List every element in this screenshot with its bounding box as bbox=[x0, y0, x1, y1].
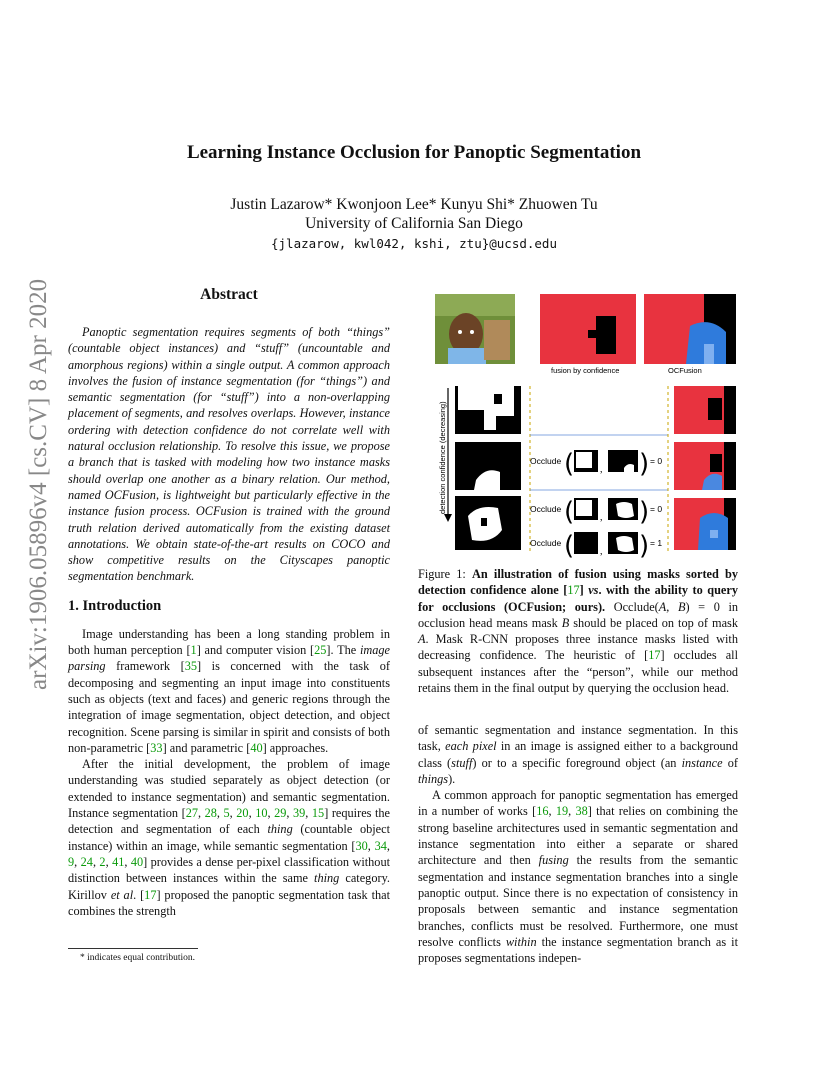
citation-link[interactable]: 5 bbox=[223, 806, 230, 821]
footnote: * indicates equal contribution. bbox=[80, 953, 196, 963]
mask-3 bbox=[455, 496, 521, 550]
right-paragraph-1: of semantic segmentation and instance segmentation. In this task, each pixel in an image is assigned either to a background class (stuff) or to a specific foreground object (an instance of things). bbox=[418, 723, 738, 786]
footnote-rule bbox=[68, 948, 198, 949]
arxiv-id: arXiv:1906.05896v4 [cs.CV] 8 Apr 2020 bbox=[25, 278, 52, 690]
citation-link[interactable]: 10 bbox=[255, 806, 268, 821]
axis-label: detection confidence (decreasing) bbox=[438, 401, 447, 514]
occlude-query-2 bbox=[530, 497, 662, 527]
citation-link[interactable]: 39 bbox=[293, 806, 306, 821]
citation-link[interactable]: 9 bbox=[68, 854, 75, 869]
citation-link[interactable]: 1 bbox=[190, 643, 197, 658]
email-line: {jlazarow, kwl042, kshi, ztu}@ucsd.edu bbox=[271, 236, 557, 251]
svg-text:(: ( bbox=[564, 531, 575, 560]
citation-link[interactable]: 34 bbox=[374, 838, 387, 853]
svg-text:,: , bbox=[600, 464, 603, 475]
occlude-word-3: Occlude bbox=[530, 538, 562, 548]
citation-link[interactable]: 33 bbox=[150, 740, 163, 755]
svg-text:): ) bbox=[639, 497, 650, 527]
fusion-by-confidence-result bbox=[540, 294, 636, 364]
right-paragraph-2: A common approach for panoptic segmentation has emerged in a number of works [16, 19, 38] that relies on combining the strong baseline architectures used in semantic segmentation and instance segmentation into either a separate or shared architecture and then fusing the results from the semantic segmentation and instance segmentation branches into a single panoptic output. Since there is no expectation of consistency in proposals between semantic and instance segmentation branches, conflicts must be resolved. Furthermore, one must resolve conflicts within the instance segmentation branch as it proposes segmentations indepen- bbox=[418, 788, 739, 966]
mask-2 bbox=[455, 442, 521, 490]
svg-text:,: , bbox=[600, 546, 603, 557]
citation-link[interactable]: 27 bbox=[185, 806, 198, 821]
svg-text:(: ( bbox=[564, 449, 575, 479]
citation-link[interactable]: 38 bbox=[575, 804, 588, 819]
svg-text:(: ( bbox=[564, 497, 575, 527]
author-list: Justin Lazarow* Kwonjoon Lee* Kunyu Shi* Zhuowen Tu bbox=[230, 196, 598, 213]
svg-text:,: , bbox=[600, 512, 603, 523]
svg-text:): ) bbox=[639, 449, 650, 479]
citation-link[interactable]: 28 bbox=[204, 806, 217, 821]
citation-link[interactable]: 35 bbox=[184, 659, 198, 674]
ocfusion-result bbox=[644, 294, 736, 364]
result-1: = 0 bbox=[650, 456, 663, 466]
citation-link[interactable]: 17 bbox=[648, 648, 661, 663]
section-heading-introduction: 1. Introduction bbox=[68, 597, 162, 614]
fusion-label: fusion by confidence bbox=[551, 366, 620, 375]
citation-link[interactable]: 15 bbox=[311, 806, 325, 821]
citation-link[interactable]: 2 bbox=[99, 854, 106, 869]
citation-link[interactable]: 20 bbox=[236, 806, 249, 821]
abstract-text: Panoptic segmentation requires segments of both “things” (countable object instances) and “stuff” (uncountable and amorphous regions) within a single output. A common approach involves the fusion of instance segmentation (for “things”) and semantic segmentation (for “stuff”) into a non-overlapping placement of segments, and resolves overlaps. However, instance ordering with detection confidence do not correlate well with natural occlusion relationship. To resolve this issue, we propose a branch that is tasked with modeling how two instance masks should overlap one another as a binary relation. Our method, named OCFusion, is lightweight but particularly effective in the instance fusion process. OCFusion is trained with the ground truth relation derived automatically from the existing dataset annotations. We obtain state-of-the-art results on COCO and show competitive results on the Cityscapes panoptic segmentation benchmark. bbox=[68, 325, 390, 584]
occlude-word-2: Occlude bbox=[530, 504, 562, 514]
intro-paragraph-1: Image understanding has been a long standing problem in both human perception [1] and computer vision [25]. The image parsing framework [35] is concerned with the task of decomposing and segmenting an input image into constituents such as objects (text and faces) and generic regions through the integration of image segmentation, object detection, and object recognition. Scene parsing is similar in spirit and consists of both non-parametric [33] and parametric [40] approaches. bbox=[68, 626, 391, 755]
citation-link[interactable]: 24 bbox=[80, 854, 93, 869]
ocfusion-step-2 bbox=[674, 442, 736, 490]
abstract-heading: Abstract bbox=[200, 286, 258, 303]
mask-1 bbox=[455, 386, 521, 434]
paper-title: Learning Instance Occlusion for Panoptic Segmentation bbox=[186, 142, 642, 163]
citation-link[interactable]: 29 bbox=[274, 806, 287, 821]
affiliation: University of California San Diego bbox=[305, 215, 523, 232]
citation-link[interactable]: 17 bbox=[144, 887, 157, 902]
ocfusion-step-1 bbox=[674, 386, 736, 434]
right-column bbox=[418, 722, 738, 966]
occlude-query-1 bbox=[530, 449, 662, 479]
result-2: = 0 bbox=[650, 504, 663, 514]
citation-link[interactable]: 30 bbox=[355, 838, 368, 853]
input-photo bbox=[435, 294, 515, 364]
intro-paragraph-2: After the initial development, the problem of image understanding was studied separately as object detection (or extended to instance segmentation) and semantic segmentation. Instance segmentation [27, 28, 5, 20, 10, 29, 39, 15] requires the detection and segmentation of each thing (countable object instance) within an image, while semantic segmentation [30, 34, 9, 24, 2, 41, 40] provides a dense per-pixel classification without distinction between instances within the same thing category. Kirillov et al. [17] proposed the panoptic segmentation task that combines the strength bbox=[68, 757, 391, 918]
citation-link[interactable]: 40 bbox=[250, 740, 263, 755]
svg-text:): ) bbox=[639, 531, 650, 560]
citation-link[interactable]: 16 bbox=[536, 804, 549, 819]
citation-link[interactable]: 17 bbox=[567, 583, 580, 598]
citation-link[interactable]: 19 bbox=[555, 804, 569, 819]
caption-text: Figure 1: An illustration of fusion using masks sorted by detection confidence alone [17] vs. with the ability to query for occlusions (OCFusion; ours). Occlude(A, B) = 0 in occlusion head means mask B should be placed on top of mask A. Mask R-CNN proposes three instance masks listed with decreasing confidence. The heuristic of [17] occludes all subsequent instances after the “person”, while our method retains them in the final output by querying the occlusion head. bbox=[418, 567, 739, 696]
left-column bbox=[68, 286, 390, 919]
ocfusion-label: OCFusion bbox=[668, 366, 702, 375]
occlude-query-3 bbox=[530, 531, 662, 560]
occlude-word-1: Occlude bbox=[530, 456, 562, 466]
result-3: = 1 bbox=[650, 538, 663, 548]
figure-caption bbox=[418, 566, 738, 696]
ocfusion-step-3 bbox=[674, 498, 736, 550]
citation-link[interactable]: 40 bbox=[130, 854, 144, 869]
figure-1 bbox=[418, 290, 740, 560]
citation-link[interactable]: 25 bbox=[314, 643, 327, 658]
citation-link[interactable]: 41 bbox=[112, 854, 125, 869]
